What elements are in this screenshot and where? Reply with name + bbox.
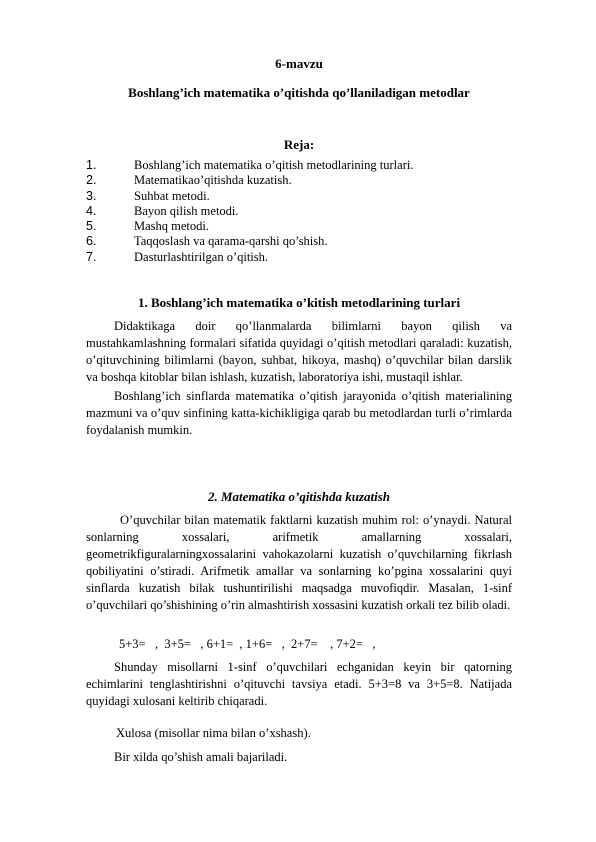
plan-item-number: 4.	[86, 203, 97, 218]
plan-item-number: 5.	[86, 219, 97, 234]
plan-item-text: Bayon qilish metodi.	[134, 203, 239, 218]
conclusion-statement: Bir xilda qo’shish amali bajariladi.	[114, 750, 288, 764]
plan-item-text: Taqqoslash va qarama-qarshi qo’shish.	[134, 234, 328, 249]
conclusion-note: Xulosa (misollar nima bilan o’xshash).	[116, 726, 311, 740]
plan-item-text: Matematikao’qitishda kuzatish.	[134, 173, 292, 188]
section1-paragraph-1	[86, 318, 512, 386]
paragraph-text: Boshlang’ich sinflarda matematika o’qitish jarayonida o’qitish materialining mazmuni va o’quv sinfining katta-kichikligiga qarab bu metodlardan turli o’rimlarda foydalanish mumkin.	[86, 389, 512, 438]
section2-paragraph-2	[86, 659, 512, 710]
plan-item-number: 1.	[86, 158, 97, 172]
plan-item-number: 6.	[86, 234, 97, 249]
plan-item-text: Mashq metodi.	[134, 219, 209, 234]
section1-paragraph-2	[86, 388, 512, 439]
document-title: Boshlang’ich matematika o’qitishda qo’llaniladigan metodlar	[128, 85, 470, 100]
plan-item-number: 2.	[86, 173, 97, 188]
plan-item	[86, 250, 413, 265]
section2-heading: 2. Matematika o’qitishda kuzatish	[207, 489, 391, 504]
paragraph-text: O’quvchilar bilan matematik faktlarni kuzatish muhim rol: o’ynaydi. Natural sonlarning xossalari, arifmetik amallarning xossalari, geometrikfiguralarningxossalarini vahokazolarni kuzatish o’quvchilarning fikrlash qobiliyatini o’stiradi. Arifmetik amallar va sonlarning ko’pgina xossalarini quyi sinflarda kuzatish bilak tushuntirilishi maqsadga muvofiqdir. Masalan, 1-sinf o’quvchilari qo’shishining o’rin almashtirish xossasini kuzatish orkali tez bilib oladi.	[86, 513, 512, 613]
plan-heading: Reja:	[283, 137, 315, 152]
plan-item	[86, 219, 413, 234]
plan-list	[86, 158, 413, 265]
plan-item	[86, 189, 413, 204]
plan-item-text: Boshlang’ich matematika o’qitish metodlarining turlari.	[134, 158, 414, 172]
plan-item	[86, 173, 413, 188]
plan-item-text: Suhbat metodi.	[134, 188, 210, 203]
plan-item-number: 7.	[86, 249, 97, 264]
section1-heading: 1. Boshlang’ich matematika o’kitish metodlarining turlari	[137, 295, 461, 310]
plan-item	[86, 234, 413, 249]
plan-item	[86, 204, 413, 219]
topic-number: 6-mavzu	[275, 56, 323, 71]
plan-item-number: 3.	[86, 188, 97, 203]
paragraph-text: Shunday misollarni 1-sinf o’quvchilari echganidan keyin bir qatorning echimlarini tenglashtirishni o’qituvchi tavsiya etadi. 5+3=8 va 3+5=8. Natijada quyidagi xulosani keltirib chiqaradi.	[86, 660, 512, 709]
paragraph-text: Didaktikaga doir qo’llanmalarda bilimlarni bayon qilish va mustahkamlashning formalari sifatida quyidagi o’qitish metodlari qaraladi: kuzatish, o’qituvchining bilimlarni (bayon, suhbat, hikoya, mashq) o’quvchilar bilan darslik va boshqa kitoblar bilan ishlash, kuzatish, laboratoriya ishi, mustaqil ishlar.	[86, 319, 512, 385]
section2-paragraph-1	[86, 512, 512, 615]
plan-item	[86, 158, 413, 173]
example-expressions: 5+3= , 3+5= , 6+1= , 1+6= , 2+7= , 7+2= ,	[119, 637, 376, 651]
plan-item-text: Dasturlashtirilgan o’qitish.	[134, 249, 269, 264]
